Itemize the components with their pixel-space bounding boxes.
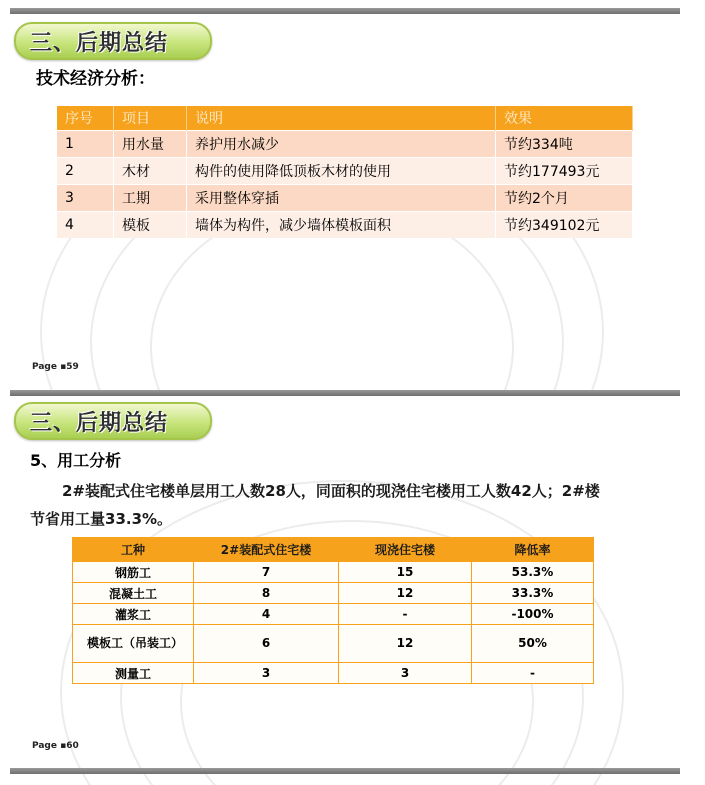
cell-rate: -100% <box>472 604 594 625</box>
section-banner <box>14 402 212 440</box>
col-header: 说明 <box>187 106 496 131</box>
col-header: 2#装配式住宅楼 <box>194 538 339 562</box>
cell-type: 测量工 <box>73 663 194 684</box>
col-header: 效果 <box>496 106 633 131</box>
section-heading: 5、用工分析 <box>30 451 122 470</box>
paragraph-line: 节省用工量33.3%。 <box>30 510 173 528</box>
table-row <box>73 625 594 663</box>
cell-type: 模板工（吊装工） <box>73 625 194 663</box>
section-banner-text: 三、后期总结 <box>30 411 169 436</box>
col-header: 序号 <box>57 106 114 131</box>
cell-prefab: 8 <box>194 583 339 604</box>
table-row <box>57 131 633 158</box>
cell-type: 混凝土工 <box>73 583 194 604</box>
cell-prefab: 7 <box>194 562 339 583</box>
col-header: 项目 <box>114 106 187 131</box>
cell-cast: 3 <box>339 663 472 684</box>
page-number: Page ▪60 <box>32 741 79 751</box>
cell-no: 2 <box>57 158 114 185</box>
table-row <box>73 583 594 604</box>
paragraph-line: 2#装配式住宅楼单层用工人数28人，同面积的现浇住宅楼用工人数42人；2#楼 <box>62 482 600 500</box>
cell-type: 钢筋工 <box>73 562 194 583</box>
top-bar <box>10 8 680 14</box>
section-banner <box>14 22 212 60</box>
cell-rate: - <box>472 663 594 684</box>
cell-effect: 节约334吨 <box>496 131 633 158</box>
table-header-row <box>73 538 594 562</box>
section-banner-text: 三、后期总结 <box>30 31 169 56</box>
bottom-bar <box>10 768 680 774</box>
cell-effect: 节约177493元 <box>496 158 633 185</box>
cell-no: 1 <box>57 131 114 158</box>
slide-60 <box>0 390 705 785</box>
table-row <box>73 562 594 583</box>
cell-effect: 节约349102元 <box>496 212 633 239</box>
cell-type: 灌浆工 <box>73 604 194 625</box>
top-bar <box>10 390 680 396</box>
cell-no: 3 <box>57 185 114 212</box>
cell-cast: 12 <box>339 583 472 604</box>
cell-cast: 12 <box>339 625 472 663</box>
cell-desc: 构件的使用降低顶板木材的使用 <box>187 158 496 185</box>
table-row <box>73 604 594 625</box>
tech-economic-table <box>57 106 633 238</box>
col-header: 现浇住宅楼 <box>339 538 472 562</box>
cell-rate: 33.3% <box>472 583 594 604</box>
table-row <box>57 185 633 212</box>
cell-prefab: 4 <box>194 604 339 625</box>
table-row <box>57 212 633 239</box>
cell-rate: 53.3% <box>472 562 594 583</box>
table-header-row <box>57 106 633 131</box>
cell-item: 工期 <box>114 185 187 212</box>
table-row <box>73 663 594 684</box>
cell-no: 4 <box>57 212 114 239</box>
cell-desc: 墙体为构件，减少墙体模板面积 <box>187 212 496 239</box>
slide-59 <box>0 0 705 390</box>
cell-cast: - <box>339 604 472 625</box>
cell-rate: 50% <box>472 625 594 663</box>
cell-desc: 养护用水减少 <box>187 131 496 158</box>
cell-item: 用水量 <box>114 131 187 158</box>
labor-analysis-table <box>72 537 594 684</box>
cell-prefab: 6 <box>194 625 339 663</box>
table-row <box>57 158 633 185</box>
cell-cast: 15 <box>339 562 472 583</box>
page-number: Page ▪59 <box>32 362 79 372</box>
col-header: 降低率 <box>472 538 594 562</box>
col-header: 工种 <box>73 538 194 562</box>
cell-item: 模板 <box>114 212 187 239</box>
cell-prefab: 3 <box>194 663 339 684</box>
cell-desc: 采用整体穿插 <box>187 185 496 212</box>
cell-item: 木材 <box>114 158 187 185</box>
cell-effect: 节约2个月 <box>496 185 633 212</box>
section-heading: 技术经济分析： <box>36 69 155 89</box>
